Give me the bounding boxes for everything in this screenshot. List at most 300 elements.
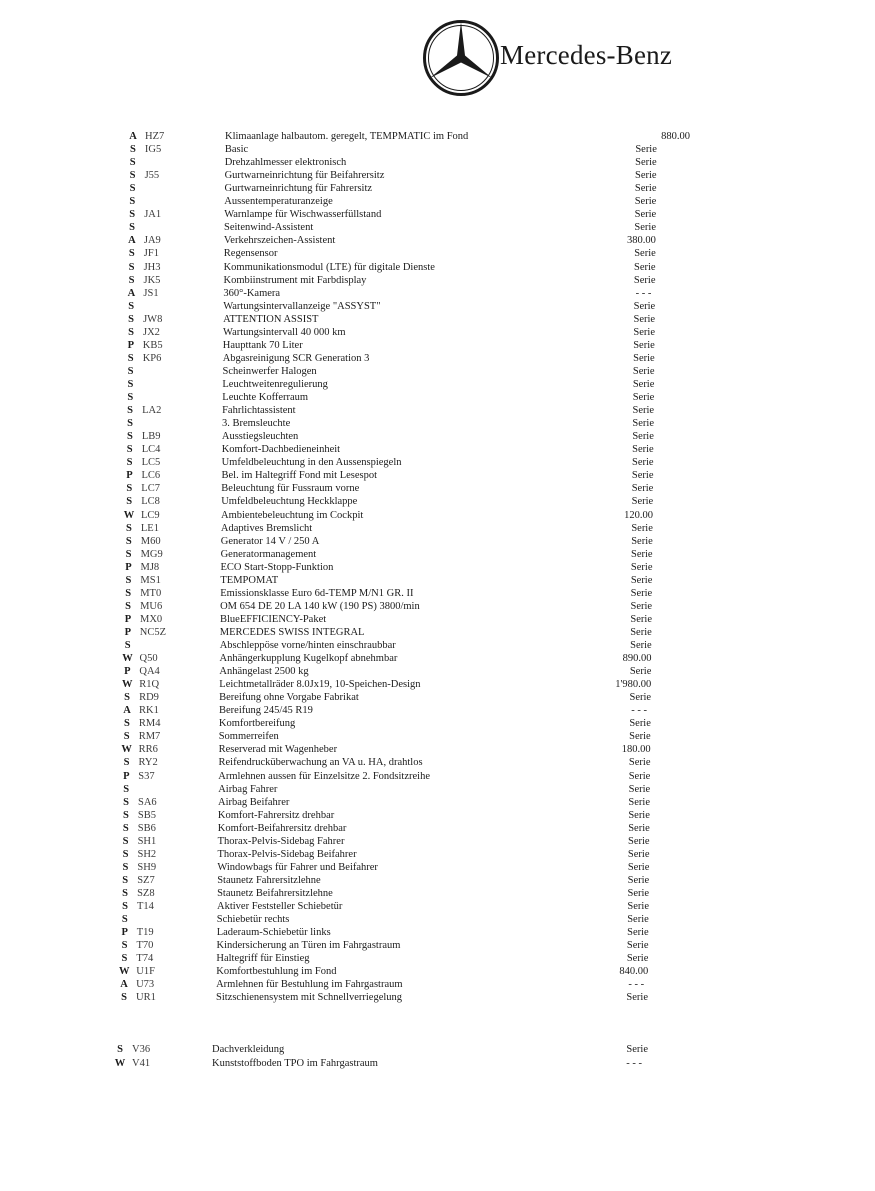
option-code: RY2 bbox=[138, 757, 158, 769]
option-code: JA9 bbox=[143, 235, 161, 247]
option-category: S bbox=[127, 405, 134, 417]
option-category: S bbox=[123, 783, 130, 795]
option-code: RM4 bbox=[138, 718, 161, 730]
option-category: S bbox=[125, 600, 132, 612]
option-code: QA4 bbox=[139, 666, 160, 678]
option-code: MJ8 bbox=[140, 561, 160, 573]
option-price: Serie bbox=[631, 496, 654, 508]
option-price: 120.00 bbox=[624, 509, 653, 521]
option-price: Serie bbox=[630, 613, 652, 625]
option-category: S bbox=[129, 170, 136, 182]
option-code: RD9 bbox=[139, 692, 159, 704]
option-description: Komfortbereifung bbox=[218, 718, 296, 730]
option-price: 840.00 bbox=[619, 966, 649, 978]
option-price: Serie bbox=[629, 692, 652, 704]
option-code: LC9 bbox=[141, 509, 160, 521]
option-code: SZ7 bbox=[137, 874, 155, 886]
option-price: Serie bbox=[633, 326, 655, 338]
option-price: Serie bbox=[630, 626, 652, 638]
option-code: JK5 bbox=[143, 274, 161, 286]
option-price: Serie bbox=[632, 457, 654, 469]
option-code: MT0 bbox=[140, 587, 162, 599]
option-description: Haltegriff für Einstieg bbox=[216, 953, 310, 965]
option-description: Abgasreinigung SCR Generation 3 bbox=[222, 352, 370, 364]
option-row bbox=[123, 509, 875, 522]
option-price: Serie bbox=[628, 796, 650, 808]
option-code: LC7 bbox=[141, 483, 160, 495]
option-row bbox=[121, 717, 875, 730]
option-category: S bbox=[122, 848, 129, 860]
option-row bbox=[119, 926, 875, 939]
option-row bbox=[120, 848, 875, 861]
option-category: P bbox=[124, 613, 132, 625]
option-description: Leuchte Kofferraum bbox=[222, 392, 309, 403]
option-description: Leuchtweitenregulierung bbox=[222, 379, 328, 390]
option-price: Serie bbox=[633, 274, 656, 286]
option-price: Serie bbox=[626, 992, 648, 1004]
option-description: Wartungsintervall 40 000 km bbox=[223, 326, 346, 338]
option-description: Bereifung 245/45 R19 bbox=[219, 705, 313, 717]
option-category: S bbox=[121, 940, 128, 952]
option-description: Sommerreifen bbox=[218, 731, 279, 743]
option-row bbox=[124, 417, 875, 430]
option-category: S bbox=[123, 796, 129, 808]
option-description: Ambientebeleuchtung im Cockpit bbox=[221, 509, 364, 521]
option-category: S bbox=[128, 300, 135, 312]
option-code: U1F bbox=[136, 966, 155, 978]
option-row bbox=[126, 221, 875, 234]
option-row bbox=[118, 952, 875, 965]
option-row bbox=[124, 391, 875, 404]
option-category: S bbox=[127, 392, 134, 403]
option-price: Serie bbox=[631, 483, 654, 495]
option-code: R1Q bbox=[139, 679, 160, 691]
option-code: T70 bbox=[136, 940, 154, 952]
option-category: S bbox=[127, 379, 134, 390]
option-row bbox=[124, 430, 875, 443]
option-price: Serie bbox=[629, 731, 651, 743]
option-description: Kommunikationsmodul (LTE) für digitale Dienste bbox=[223, 261, 435, 273]
option-row bbox=[114, 1043, 875, 1056]
option-price: Serie bbox=[632, 365, 655, 377]
option-row bbox=[121, 730, 875, 743]
option-category: S bbox=[117, 1044, 123, 1055]
option-row bbox=[122, 639, 875, 652]
option-price: Serie bbox=[634, 196, 657, 208]
option-row bbox=[120, 822, 875, 835]
option-code: LA2 bbox=[142, 405, 162, 417]
option-code: JF1 bbox=[143, 248, 159, 260]
option-code: NC5Z bbox=[139, 626, 167, 638]
option-category: P bbox=[124, 626, 131, 638]
option-price: 180.00 bbox=[621, 744, 651, 756]
option-category: S bbox=[124, 692, 131, 704]
option-category: S bbox=[122, 901, 128, 912]
option-description: BlueEFFICIENCY-Paket bbox=[220, 613, 327, 625]
option-price: Serie bbox=[628, 757, 651, 769]
option-category: W bbox=[114, 1058, 126, 1069]
option-price: Serie bbox=[631, 548, 653, 560]
option-row bbox=[118, 978, 875, 991]
option-category: S bbox=[129, 144, 136, 156]
option-description: Haupttank 70 Liter bbox=[222, 339, 303, 351]
option-category: S bbox=[125, 548, 132, 560]
option-row bbox=[126, 234, 875, 247]
option-code: SB5 bbox=[137, 809, 156, 821]
option-category: A bbox=[129, 131, 137, 142]
option-code: V41 bbox=[132, 1058, 151, 1069]
option-code: JX2 bbox=[143, 326, 160, 338]
option-price: Serie bbox=[633, 339, 655, 351]
option-category: S bbox=[128, 313, 135, 325]
option-description: Scheinwerfer Halogen bbox=[222, 365, 317, 377]
option-row bbox=[121, 665, 875, 678]
option-code: SA6 bbox=[138, 796, 157, 808]
option-description: Sitzschienensystem mit Schnellverriegelung bbox=[216, 992, 403, 1004]
option-category: S bbox=[127, 365, 134, 377]
option-price: Serie bbox=[634, 248, 656, 260]
option-category: S bbox=[126, 444, 133, 456]
option-price: Serie bbox=[635, 157, 657, 169]
option-price: Serie bbox=[627, 887, 650, 899]
option-description: Leichtmetallräder 8.0Jx19, 10-Speichen-Design bbox=[219, 679, 421, 691]
option-price: Serie bbox=[633, 313, 656, 325]
option-description: Umfeldbeleuchtung Heckklappe bbox=[221, 496, 358, 508]
option-category: S bbox=[128, 248, 135, 260]
option-row bbox=[122, 587, 875, 600]
option-category: W bbox=[119, 966, 130, 978]
option-category: A bbox=[128, 235, 136, 247]
option-category: S bbox=[128, 274, 135, 286]
option-description: Emissionsklasse Euro 6d-TEMP M/N1 GR. II bbox=[220, 587, 414, 599]
option-code: LC6 bbox=[141, 470, 161, 482]
option-price: - - - bbox=[628, 979, 645, 991]
option-row bbox=[124, 456, 875, 469]
option-category: S bbox=[121, 953, 128, 965]
option-price: Serie bbox=[627, 927, 649, 939]
option-price: Serie bbox=[629, 666, 652, 678]
option-price: Serie bbox=[632, 418, 654, 430]
option-category: S bbox=[123, 757, 130, 769]
option-code: T14 bbox=[137, 901, 154, 912]
option-category: A bbox=[120, 979, 128, 991]
option-category: S bbox=[126, 483, 133, 495]
option-description: Generatormanagement bbox=[220, 548, 317, 560]
option-row bbox=[119, 900, 875, 913]
option-category: S bbox=[122, 835, 129, 847]
option-price: Serie bbox=[628, 822, 650, 834]
option-category: S bbox=[128, 326, 134, 338]
option-price: Serie bbox=[626, 1044, 648, 1055]
option-description: Dachverkleidung bbox=[212, 1044, 285, 1055]
option-price: Serie bbox=[630, 561, 653, 573]
option-price: Serie bbox=[632, 444, 654, 456]
option-category: S bbox=[123, 731, 130, 743]
option-price: Serie bbox=[633, 352, 655, 364]
option-category: S bbox=[121, 914, 128, 925]
option-row bbox=[124, 443, 875, 456]
option-description: Laderaum-Schiebetür links bbox=[216, 927, 331, 939]
option-price: Serie bbox=[627, 861, 650, 873]
option-row bbox=[124, 378, 875, 391]
option-description: Gurtwarneinrichtung für Fahrersitz bbox=[224, 183, 373, 195]
option-category: W bbox=[122, 679, 133, 691]
option-description: Schiebetür rechts bbox=[216, 914, 290, 925]
option-code: JH3 bbox=[143, 261, 161, 273]
option-description: Komfortbestuhlung im Fond bbox=[216, 966, 337, 978]
option-category: S bbox=[124, 640, 131, 651]
option-row bbox=[120, 796, 875, 809]
option-description: Adaptives Bremslicht bbox=[220, 522, 313, 534]
option-price: Serie bbox=[630, 640, 652, 651]
option-row bbox=[124, 469, 875, 482]
option-price: Serie bbox=[627, 874, 650, 886]
option-description: Basic bbox=[224, 144, 249, 156]
option-code: JA1 bbox=[144, 209, 162, 221]
option-row bbox=[127, 156, 875, 169]
option-price: - - - bbox=[626, 1058, 642, 1069]
option-category: S bbox=[125, 587, 132, 599]
option-description: ECO Start-Stopp-Funktion bbox=[220, 561, 334, 573]
option-row bbox=[125, 365, 875, 378]
option-category: S bbox=[122, 809, 129, 821]
option-code: SB6 bbox=[137, 822, 156, 834]
option-row bbox=[119, 874, 875, 887]
option-price: Serie bbox=[633, 300, 656, 312]
option-description: Reifendrucküberwachung an VA u. HA, drahtlos bbox=[218, 757, 423, 769]
option-row bbox=[122, 600, 875, 613]
option-category: P bbox=[125, 561, 132, 573]
option-code: KB5 bbox=[142, 339, 163, 351]
option-price: Serie bbox=[631, 470, 654, 482]
option-price: Serie bbox=[634, 209, 657, 221]
option-description: Kombiinstrument mit Farbdisplay bbox=[223, 274, 367, 286]
option-row bbox=[121, 756, 875, 769]
option-price: Serie bbox=[635, 170, 657, 182]
option-description: Gurtwarneinrichtung für Beifahrersitz bbox=[224, 170, 385, 182]
option-price: Serie bbox=[630, 587, 653, 599]
option-row bbox=[122, 613, 875, 626]
option-price: Serie bbox=[627, 848, 650, 860]
option-row bbox=[123, 482, 875, 495]
option-code: S37 bbox=[138, 770, 155, 782]
option-code: SH2 bbox=[137, 848, 157, 860]
option-code: JS1 bbox=[143, 287, 159, 299]
option-code: KP6 bbox=[142, 352, 162, 364]
option-row bbox=[122, 574, 875, 587]
option-description: TEMPOMAT bbox=[220, 574, 279, 586]
option-price: Serie bbox=[627, 901, 649, 912]
option-description: Warnlampe für Wischwasserfüllstand bbox=[224, 209, 382, 221]
option-row bbox=[119, 861, 875, 874]
option-description: Kunststoffboden TPO im Fahrgastraum bbox=[212, 1058, 378, 1069]
option-code: SH9 bbox=[137, 861, 157, 873]
option-price: Serie bbox=[628, 783, 651, 795]
option-code: HZ7 bbox=[145, 131, 165, 142]
option-row bbox=[118, 991, 875, 1004]
option-row bbox=[119, 939, 875, 952]
option-price: Serie bbox=[628, 809, 650, 821]
option-description: ATTENTION ASSIST bbox=[223, 313, 319, 325]
option-category: S bbox=[125, 574, 132, 586]
option-price: Serie bbox=[626, 940, 649, 952]
option-description: Fahrlichtassistent bbox=[222, 405, 296, 417]
option-price: Serie bbox=[631, 522, 653, 534]
option-category: S bbox=[127, 352, 134, 364]
option-price: - - - bbox=[631, 705, 647, 717]
option-category: S bbox=[126, 431, 133, 443]
option-category: S bbox=[121, 992, 127, 1004]
option-description: Beleuchtung für Fussraum vorne bbox=[221, 483, 360, 495]
option-code: RM7 bbox=[138, 731, 161, 743]
option-price: Serie bbox=[630, 600, 653, 612]
option-category: A bbox=[123, 705, 131, 717]
option-row bbox=[123, 522, 875, 535]
option-price: Serie bbox=[631, 535, 653, 547]
option-price: Serie bbox=[627, 914, 649, 925]
option-price: 380.00 bbox=[627, 235, 656, 247]
option-row bbox=[121, 704, 875, 717]
option-category: S bbox=[126, 457, 133, 469]
option-description: Armlehnen für Bestuhlung im Fahrgastraum bbox=[216, 979, 403, 991]
option-row bbox=[126, 247, 875, 260]
option-description: Anhängerkupplung Kugelkopf abnehmbar bbox=[219, 653, 398, 664]
option-category: S bbox=[123, 718, 130, 730]
option-category: S bbox=[129, 196, 136, 208]
option-row bbox=[126, 274, 875, 287]
option-category: P bbox=[121, 927, 128, 939]
option-description: Windowbags für Fahrer und Beifahrer bbox=[217, 861, 378, 873]
option-price: 880.00 bbox=[661, 131, 690, 142]
option-category: S bbox=[129, 222, 135, 234]
option-category: S bbox=[129, 209, 136, 221]
option-row bbox=[126, 195, 875, 208]
option-row bbox=[126, 208, 875, 221]
option-category: S bbox=[127, 418, 133, 430]
option-code: SH1 bbox=[137, 835, 157, 847]
option-code: T74 bbox=[136, 953, 154, 965]
option-row bbox=[120, 783, 875, 796]
option-description: 3. Bremsleuchte bbox=[222, 418, 291, 430]
option-code: T19 bbox=[136, 927, 154, 939]
option-code: RR6 bbox=[138, 744, 158, 756]
option-description: Bereifung ohne Vorgabe Fabrikat bbox=[219, 692, 359, 704]
option-description: Komfort-Fahrersitz drehbar bbox=[217, 809, 335, 821]
option-code: LC5 bbox=[141, 457, 161, 469]
option-price: Serie bbox=[628, 835, 650, 847]
option-row bbox=[114, 1057, 875, 1070]
option-price: Serie bbox=[628, 770, 651, 782]
option-row bbox=[122, 626, 875, 639]
option-row bbox=[121, 678, 875, 691]
option-category: S bbox=[122, 861, 129, 873]
option-row bbox=[125, 300, 875, 313]
option-description: Airbag Fahrer bbox=[218, 783, 278, 795]
option-description: OM 654 DE 20 LA 140 kW (190 PS) 3800/min bbox=[220, 600, 420, 612]
option-category: S bbox=[128, 261, 135, 273]
option-code: M60 bbox=[140, 535, 161, 547]
option-category: S bbox=[122, 874, 129, 886]
option-code: LE1 bbox=[140, 522, 159, 534]
option-code: V36 bbox=[132, 1044, 151, 1055]
option-price: Serie bbox=[632, 379, 655, 390]
option-category: S bbox=[126, 496, 133, 508]
option-category: P bbox=[123, 770, 130, 782]
option-description: Airbag Beifahrer bbox=[218, 796, 290, 808]
option-description: Umfeldbeleuchtung in den Aussenspiegeln bbox=[221, 457, 402, 469]
option-code: IG5 bbox=[144, 144, 162, 156]
option-price: Serie bbox=[635, 144, 657, 156]
option-price: Serie bbox=[634, 183, 657, 195]
option-description: Aussentemperaturanzeige bbox=[224, 196, 333, 208]
option-row bbox=[120, 809, 875, 822]
option-description: Thorax-Pelvis-Sidebag Beifahrer bbox=[217, 848, 357, 860]
option-row bbox=[119, 913, 875, 926]
option-row bbox=[123, 548, 875, 561]
option-row bbox=[123, 535, 875, 548]
option-category: S bbox=[129, 157, 136, 169]
option-row bbox=[121, 743, 875, 756]
option-row bbox=[121, 691, 875, 704]
option-description: Drehzahlmesser elektronisch bbox=[224, 157, 347, 169]
option-price: Serie bbox=[634, 222, 656, 234]
option-row bbox=[118, 965, 875, 978]
option-category: W bbox=[123, 509, 135, 521]
option-row bbox=[125, 287, 875, 300]
option-code: MX0 bbox=[140, 613, 163, 625]
option-price: Serie bbox=[630, 574, 653, 586]
option-row bbox=[124, 404, 875, 417]
option-description: Klimaanlage halbautom. geregelt, TEMPMATIC im Fond bbox=[225, 131, 469, 142]
option-category: S bbox=[122, 822, 129, 834]
option-code: UR1 bbox=[136, 992, 156, 1004]
option-description: Aktiver Feststeller Schiebetür bbox=[217, 901, 343, 912]
option-row bbox=[127, 143, 875, 156]
option-description: Reserverad mit Wagenheber bbox=[218, 744, 338, 756]
option-code: J55 bbox=[144, 170, 160, 182]
option-row bbox=[125, 313, 875, 326]
option-code: RK1 bbox=[139, 705, 159, 717]
option-code: LC8 bbox=[141, 496, 160, 508]
option-category: A bbox=[127, 287, 136, 299]
option-row bbox=[127, 169, 875, 182]
option-code: Q50 bbox=[139, 653, 158, 664]
option-description: Generator 14 V / 250 A bbox=[220, 535, 320, 547]
option-code: LC4 bbox=[141, 444, 161, 456]
option-row bbox=[122, 652, 875, 665]
option-price: 1'980.00 bbox=[615, 679, 652, 691]
option-category: W bbox=[122, 653, 133, 664]
option-category: W bbox=[121, 744, 132, 756]
option-description: Komfort-Dachbedieneinheit bbox=[221, 444, 341, 456]
option-description: Ausstiegsleuchten bbox=[221, 431, 299, 443]
option-price: Serie bbox=[632, 405, 655, 417]
option-description: Thorax-Pelvis-Sidebag Fahrer bbox=[217, 835, 345, 847]
option-category: S bbox=[129, 183, 136, 195]
option-description: Staunetz Fahrersitzlehne bbox=[217, 874, 321, 886]
option-description: Komfort-Beifahrersitz drehbar bbox=[217, 822, 347, 834]
option-price: Serie bbox=[634, 261, 656, 273]
option-price: - - - bbox=[635, 287, 652, 299]
option-description: Anhängelast 2500 kg bbox=[219, 666, 309, 678]
option-description: Verkehrszeichen-Assistent bbox=[223, 235, 336, 247]
option-row bbox=[120, 770, 875, 783]
option-code: MU6 bbox=[140, 600, 163, 612]
option-description: Bel. im Haltegriff Fond mit Lesespot bbox=[221, 470, 378, 482]
option-category: S bbox=[125, 522, 132, 534]
option-description: Wartungsintervallanzeige "ASSYST" bbox=[223, 300, 381, 312]
option-row bbox=[126, 261, 875, 274]
